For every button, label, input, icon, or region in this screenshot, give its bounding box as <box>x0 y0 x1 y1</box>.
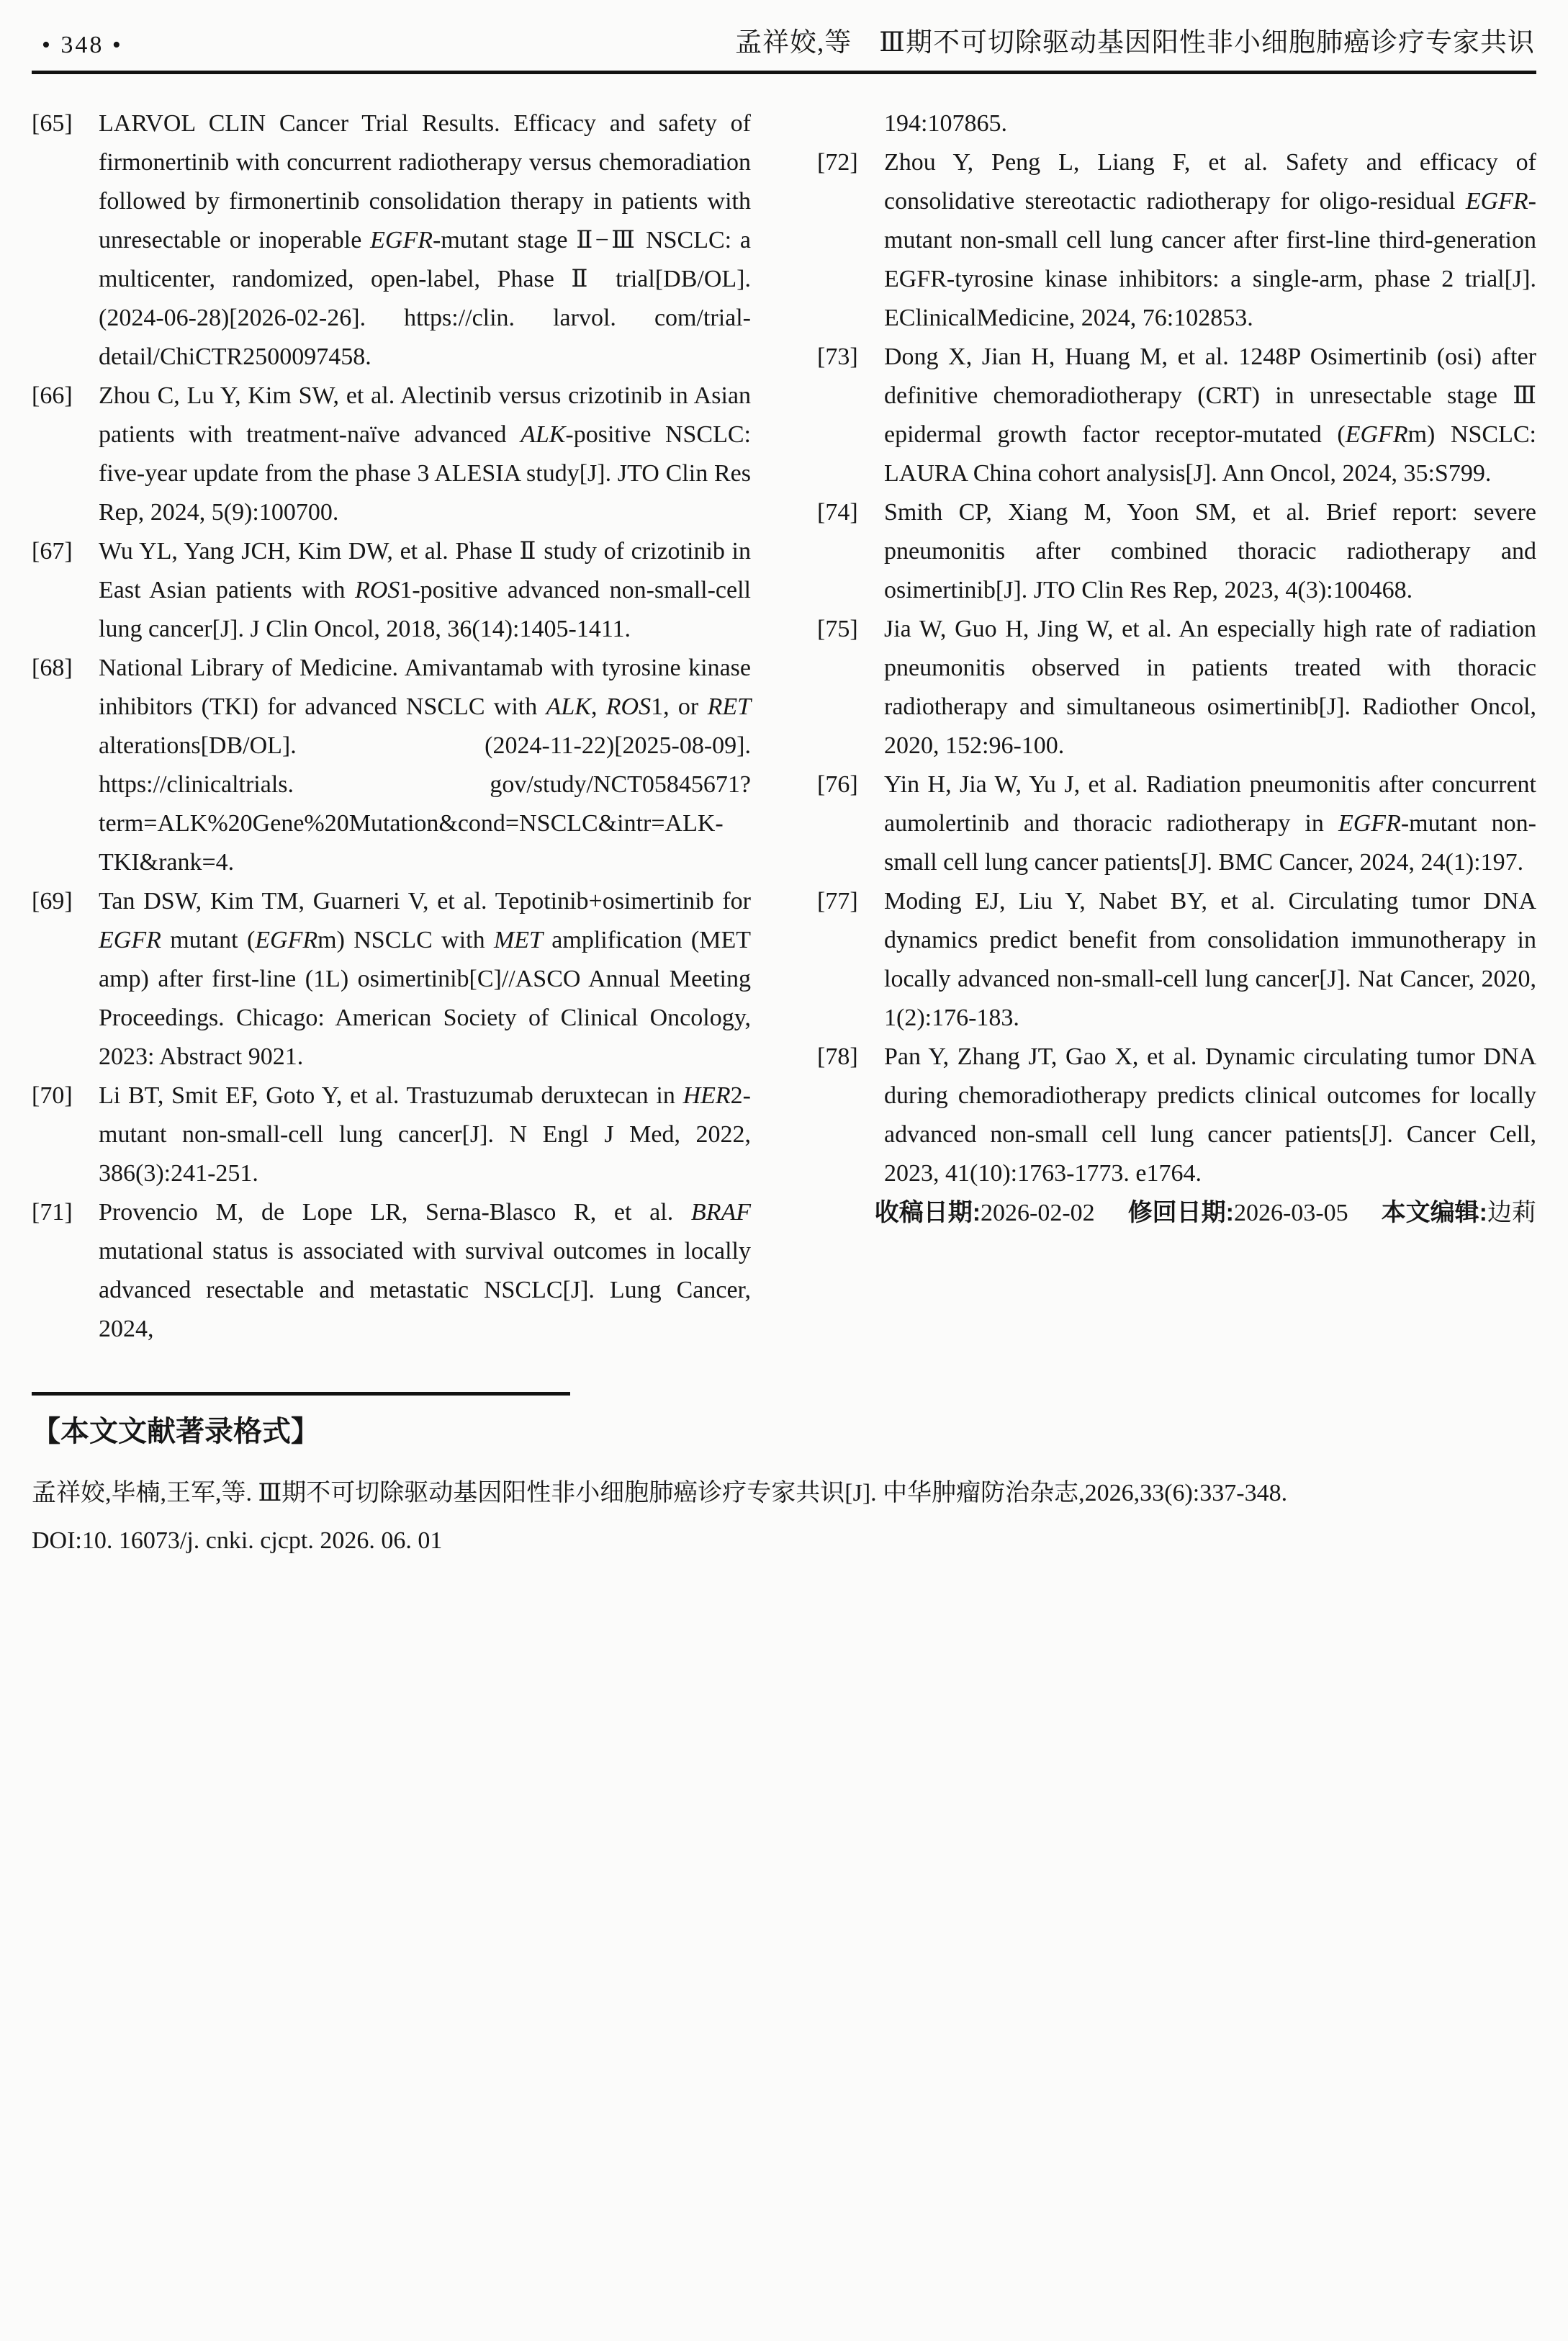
reference-item <box>32 1193 751 1349</box>
reference-number: [67] <box>32 538 73 565</box>
reference-text: Yin H, Jia W, Yu J, et al. Radiation pneumonitis after concurrent aumolertinib and thoracic radiotherapy in EGFR-mutant non-small cell lung cancer patients[J]. BMC Cancer, 2024, 24(1):197. <box>884 771 1536 876</box>
reference-number: [74] <box>817 499 858 526</box>
gene-name-italic: ALK <box>546 693 591 720</box>
gene-name-italic: RET <box>707 693 752 720</box>
reference-number: [76] <box>817 771 858 798</box>
reference-text: Zhou C, Lu Y, Kim SW, et al. Alectinib versus crizotinib in Asian patients with treatment-naïve advanced ALK-positive NSCLC: five-year update from the phase 3 ALESIA study[J]. JTO Clin Res Rep, 2024, 5(9):100700. <box>99 382 751 526</box>
gene-name-italic: MET <box>493 927 543 953</box>
reference-number: [71] <box>32 1199 73 1226</box>
revised-date <box>1128 1200 1348 1226</box>
citation-format-heading: 【本文文献著录格式】 <box>32 1416 320 1447</box>
reference-item <box>817 493 1536 610</box>
reference-item <box>817 882 1536 1038</box>
reference-number: [72] <box>817 149 858 176</box>
reference-text: Li BT, Smit EF, Goto Y, et al. Trastuzumab deruxtecan in HER2-mutant non-small-cell lung cancer[J]. N Engl J Med, 2022, 386(3):241-251. <box>99 1082 751 1187</box>
reference-item <box>817 1038 1536 1193</box>
received-date-label: 收稿日期: <box>874 1199 981 1226</box>
reference-item <box>32 649 751 882</box>
revised-date-value: 2026-03-05 <box>1234 1200 1348 1226</box>
reference-number: [73] <box>817 343 858 370</box>
references-section <box>0 74 1568 1349</box>
reference-item <box>32 532 751 649</box>
reference-number: [69] <box>32 888 73 915</box>
reference-item <box>817 610 1536 765</box>
reference-item <box>32 377 751 532</box>
gene-name-italic: BRAF <box>690 1199 751 1226</box>
reference-text: Moding EJ, Liu Y, Nabet BY, et al. Circulating tumor DNA dynamics predict benefit from consolidation immunotherapy in locally advanced non-small-cell lung cancer[J]. Nat Cancer, 2020, 1(2):176-183. <box>884 888 1536 1031</box>
reference-item <box>817 338 1536 493</box>
running-title: 孟祥姣,等 Ⅲ期不可切除驱动基因阳性非小细胞肺癌诊疗专家共识 <box>735 28 1535 58</box>
reference-item <box>817 104 1536 143</box>
gene-name-italic: EGFR <box>99 927 161 953</box>
reference-item <box>817 765 1536 882</box>
gene-name-italic: EGFR <box>370 227 433 253</box>
gene-name-italic: EGFR <box>1338 810 1401 837</box>
received-date <box>875 1200 1095 1226</box>
reference-number: [77] <box>817 888 858 915</box>
gene-name-italic: EGFR <box>255 927 318 953</box>
reference-item <box>32 882 751 1077</box>
gene-name-italic: ALK <box>521 421 566 448</box>
page-number: • 348 • <box>42 32 123 58</box>
page-header <box>0 0 1568 71</box>
reference-item <box>817 143 1536 338</box>
reference-number: [66] <box>32 382 73 409</box>
reference-number: [78] <box>817 1043 858 1070</box>
doi-text: DOI:10. 16073/j. cnki. cjcpt. 2026. 06. 01 <box>32 1527 443 1554</box>
article-editor-value: 边莉 <box>1487 1200 1536 1226</box>
gene-name-italic: EGFR <box>1465 188 1528 215</box>
reference-item <box>32 104 751 377</box>
reference-number: [65] <box>32 110 73 137</box>
reference-text: Wu YL, Yang JCH, Kim DW, et al. Phase Ⅱ study of crizotinib in East Asian patients with ROS1-positive advanced non-small-cell lung cancer[J]. J Clin Oncol, 2018, 36(14):1405-1411. <box>99 538 751 642</box>
references-column-right <box>817 104 1536 1349</box>
reference-text: Jia W, Guo H, Jing W, et al. An especially high rate of radiation pneumonitis observed in patients treated with thoracic radiotherapy and simultaneous osimertinib[J]. Radiother Oncol, 2020, 152:96-100. <box>884 616 1536 759</box>
reference-text: Tan DSW, Kim TM, Guarneri V, et al. Tepotinib+osimertinib for EGFR mutant (EGFRm) NSCLC with MET amplification (MET amp) after first-line (1L) osimertinib[C]//ASCO Annual Meeting Proceedings. Chicago: American Society of Clinical Oncology, 2023: Abstract 9021. <box>99 888 751 1070</box>
gene-name-italic: ROS <box>605 693 652 720</box>
reference-text: 194:107865. <box>884 110 1007 137</box>
received-date-value: 2026-02-02 <box>981 1200 1095 1226</box>
dates-line <box>817 1193 1536 1233</box>
reference-text: National Library of Medicine. Amivantamab with tyrosine kinase inhibitors (TKI) for advanced NSCLC with ALK, ROS1, or RET alterations[DB/OL]. (2024-11-22)[2025-08-09]. https://clinicaltrials. gov/study/NCT05845671? term=ALK%20Gene%20Mutation&cond=NSCLC&intr=ALK-TKI&rank=4. <box>99 655 752 876</box>
reference-text: Provencio M, de Lope LR, Serna-Blasco R, et al. BRAF mutational status is associated with survival outcomes in locally advanced resectable and metastatic NSCLC[J]. Lung Cancer, 2024, <box>99 1199 751 1342</box>
revised-date-label: 修回日期: <box>1127 1199 1235 1226</box>
reference-number: [68] <box>32 655 73 681</box>
gene-name-italic: EGFR <box>1345 421 1408 448</box>
gene-name-italic: ROS <box>355 577 400 603</box>
reference-number: [75] <box>817 616 858 642</box>
citation-text: 孟祥姣,毕楠,王军,等. Ⅲ期不可切除驱动基因阳性非小细胞肺癌诊疗专家共识[J]. 中华肿瘤防治杂志,2026,33(6):337-348. <box>32 1480 1288 1506</box>
references-column-left <box>32 104 751 1349</box>
citation-format-section <box>0 1396 1568 1560</box>
reference-text: LARVOL CLIN Cancer Trial Results. Efficacy and safety of firmonertinib with concurrent radiotherapy versus chemoradiation followed by firmonertinib consolidation therapy in patients with unresectable or inoperable EGFR-mutant stage Ⅱ−Ⅲ NSCLC: a multicenter, randomized, open-label, Phase Ⅱ trial[DB/OL]. (2024-06-28)[2026-02-26]. https://clin. larvol. com/trial-detail/ChiCTR2500097458. <box>99 110 751 370</box>
reference-text: Dong X, Jian H, Huang M, et al. 1248P Osimertinib (osi) after definitive chemoradiotherapy (CRT) in unresectable stage Ⅲ epidermal growth factor receptor-mutated (EGFRm) NSCLC: LAURA China cohort analysis[J]. Ann Oncol, 2024, 35:S799. <box>884 343 1536 487</box>
reference-number: [70] <box>32 1082 73 1109</box>
reference-number <box>817 104 884 143</box>
gene-name-italic: HER <box>682 1082 731 1109</box>
reference-item <box>32 1077 751 1193</box>
reference-text: Zhou Y, Peng L, Liang F, et al. Safety and efficacy of consolidative stereotactic radiotherapy for oligo-residual EGFR-mutant non-small cell lung cancer after first-line third-generation EGFR-tyrosine kinase inhibitors: a single-arm, phase 2 trial[J]. EClinicalMedicine, 2024, 76:102853. <box>884 149 1536 331</box>
article-editor <box>1382 1200 1536 1226</box>
reference-text: Smith CP, Xiang M, Yoon SM, et al. Brief report: severe pneumonitis after combined thoracic radiotherapy and osimertinib[J]. JTO Clin Res Rep, 2023, 4(3):100468. <box>884 499 1536 603</box>
article-editor-label: 本文编辑: <box>1381 1199 1487 1226</box>
references-list-right <box>817 104 1536 1193</box>
reference-text: Pan Y, Zhang JT, Gao X, et al. Dynamic circulating tumor DNA during chemoradiotherapy predicts clinical outcomes for locally advanced non-small cell lung cancer patients[J]. Cancer Cell, 2023, 41(10):1763-1773. e1764. <box>884 1043 1536 1187</box>
